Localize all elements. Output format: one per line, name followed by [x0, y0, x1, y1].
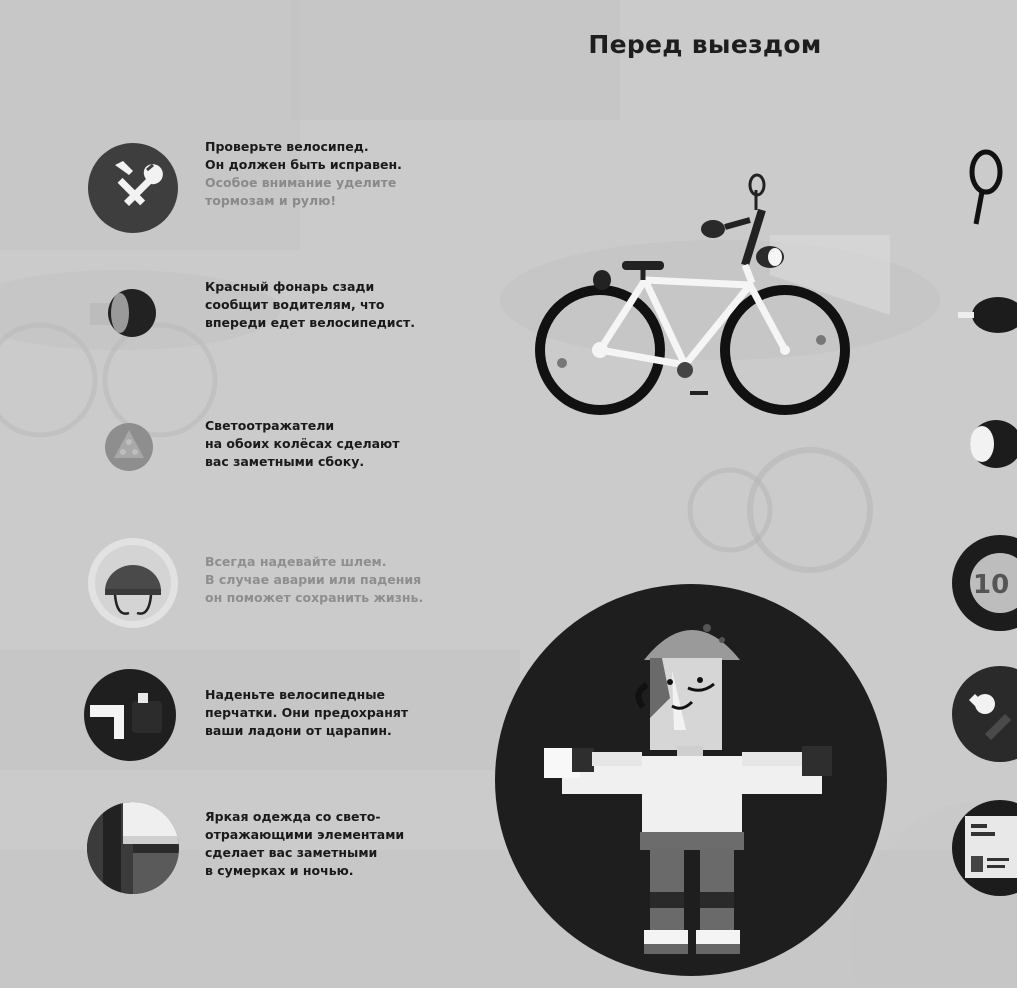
tip-line: он поможет сохранить жизнь. [205, 590, 424, 605]
tip-line: впереди едет велосипедист. [205, 315, 415, 330]
mirror-icon [966, 148, 1006, 228]
tip-line: ваши ладони от царапин. [205, 723, 392, 738]
svg-text:10: 10 [973, 570, 1010, 600]
helmet-icon [85, 535, 181, 631]
tip-line: Наденьте велосипедные [205, 687, 386, 702]
tip-reflective-clothing [205, 808, 495, 880]
gloves-icon [80, 665, 180, 765]
front-light-icon [958, 418, 1017, 470]
tools-icon [945, 664, 1017, 764]
wrench-screwdriver-icon [85, 140, 181, 236]
tip-line: Всегда надевайте шлем. [205, 554, 387, 569]
tip-check-bicycle [205, 138, 495, 210]
tip-gloves [205, 686, 495, 740]
tip-line: перчатки. Они предохранят [205, 705, 409, 720]
tip-line: Красный фонарь сзади [205, 279, 375, 294]
documents-icon [945, 798, 1017, 898]
tip-line: сообщит водителям, что [205, 297, 385, 312]
tip-line: В случае аварии или падения [205, 572, 422, 587]
tip-line: Особое внимание уделите [205, 175, 397, 190]
tip-line: тормозам и рулю! [205, 193, 337, 208]
tip-reflectors [205, 417, 495, 471]
bicycle-illustration [530, 165, 900, 425]
tip-line: сделает вас заметными [205, 845, 378, 860]
tip-line: Светоотражатели [205, 418, 335, 433]
tip-line: Яркая одежда со свето- [205, 809, 381, 824]
rear-light-icon [90, 285, 170, 341]
reflector-icon [102, 420, 156, 474]
tip-line: на обоих колёсах сделают [205, 436, 400, 451]
tip-line: Он должен быть исправен. [205, 157, 402, 172]
tip-line: вас заметными сбоку. [205, 454, 365, 469]
cyclist-illustration [492, 570, 890, 980]
bell-icon [958, 290, 1017, 340]
tip-helmet [205, 553, 495, 607]
speed-limit-icon [945, 533, 1017, 633]
tip-line: отражающими элементами [205, 827, 405, 842]
page-title: Перед выездом [588, 30, 822, 59]
reflective-clothing-icon [83, 798, 183, 898]
tip-line: Проверьте велосипед. [205, 139, 369, 154]
tip-line: в сумерках и ночью. [205, 863, 354, 878]
tip-rear-light [205, 278, 495, 332]
